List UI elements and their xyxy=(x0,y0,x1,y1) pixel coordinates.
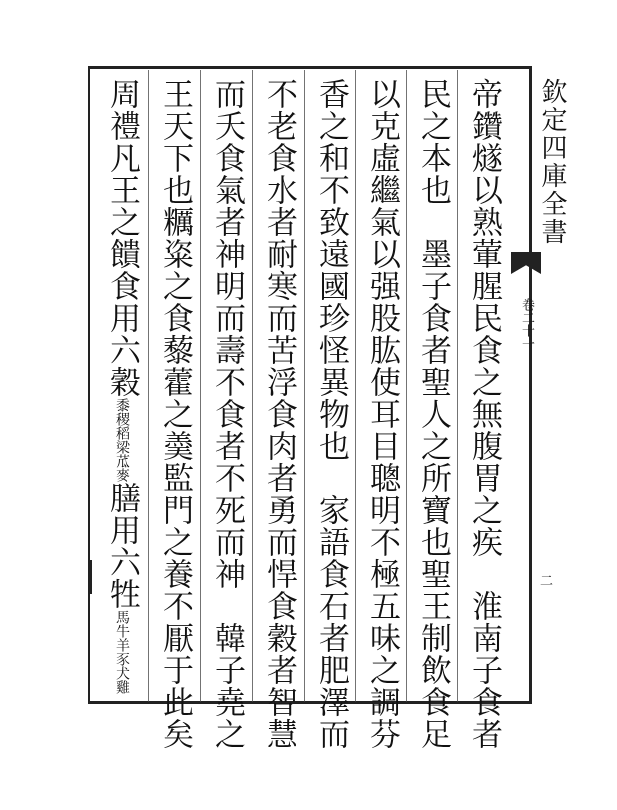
column-divider xyxy=(355,70,356,702)
text-column-6: 而夭食氣者神明而壽不食者不死而神 韓子堯之 xyxy=(209,78,245,750)
main-text: 膳用六牲 xyxy=(104,482,140,610)
column-divider xyxy=(200,70,201,702)
text-column-5: 不老食水者耐寒而苦浮食肉者勇而悍食穀者智慧 xyxy=(261,78,297,750)
text-column-8 xyxy=(100,78,144,698)
column-divider xyxy=(406,70,407,702)
column-divider xyxy=(148,70,149,702)
note-line: 梁苽麥 xyxy=(114,440,130,482)
text-column-3: 以克虛繼氣以强股肱使耳目聰明不極五味之調芬 xyxy=(364,78,400,750)
note-line: 豕犬雞 xyxy=(114,652,130,694)
main-text: 周禮凡王之饋食用六穀 xyxy=(104,78,140,398)
column-divider xyxy=(457,70,458,702)
note-line: 馬牛羊 xyxy=(114,610,130,652)
volume-label: 卷二十一 xyxy=(519,298,534,350)
left-tick xyxy=(88,560,92,594)
column-divider xyxy=(252,70,253,702)
text-column-2: 民之本也 墨子食者聖人之所寶也聖王制飲食足 xyxy=(415,78,451,750)
column-divider xyxy=(304,70,305,702)
annotation-note xyxy=(100,398,144,482)
text-column-4: 香之和不致遠國珍怪異物也 家語食石者肥澤而 xyxy=(313,78,349,750)
book-title: 欽定四庫全書 xyxy=(537,78,567,246)
text-column-1: 帝鑽燧以熟葷腥民食之無腹胃之疾 淮南子食者 xyxy=(466,78,502,750)
text-column-7: 王天下也糲粢之食藜藿之羮監門之養不厭于此矣 xyxy=(157,78,193,750)
note-line: 黍稷稻 xyxy=(114,398,130,440)
page-mark: 二 xyxy=(540,574,554,589)
annotation-note xyxy=(100,610,144,694)
